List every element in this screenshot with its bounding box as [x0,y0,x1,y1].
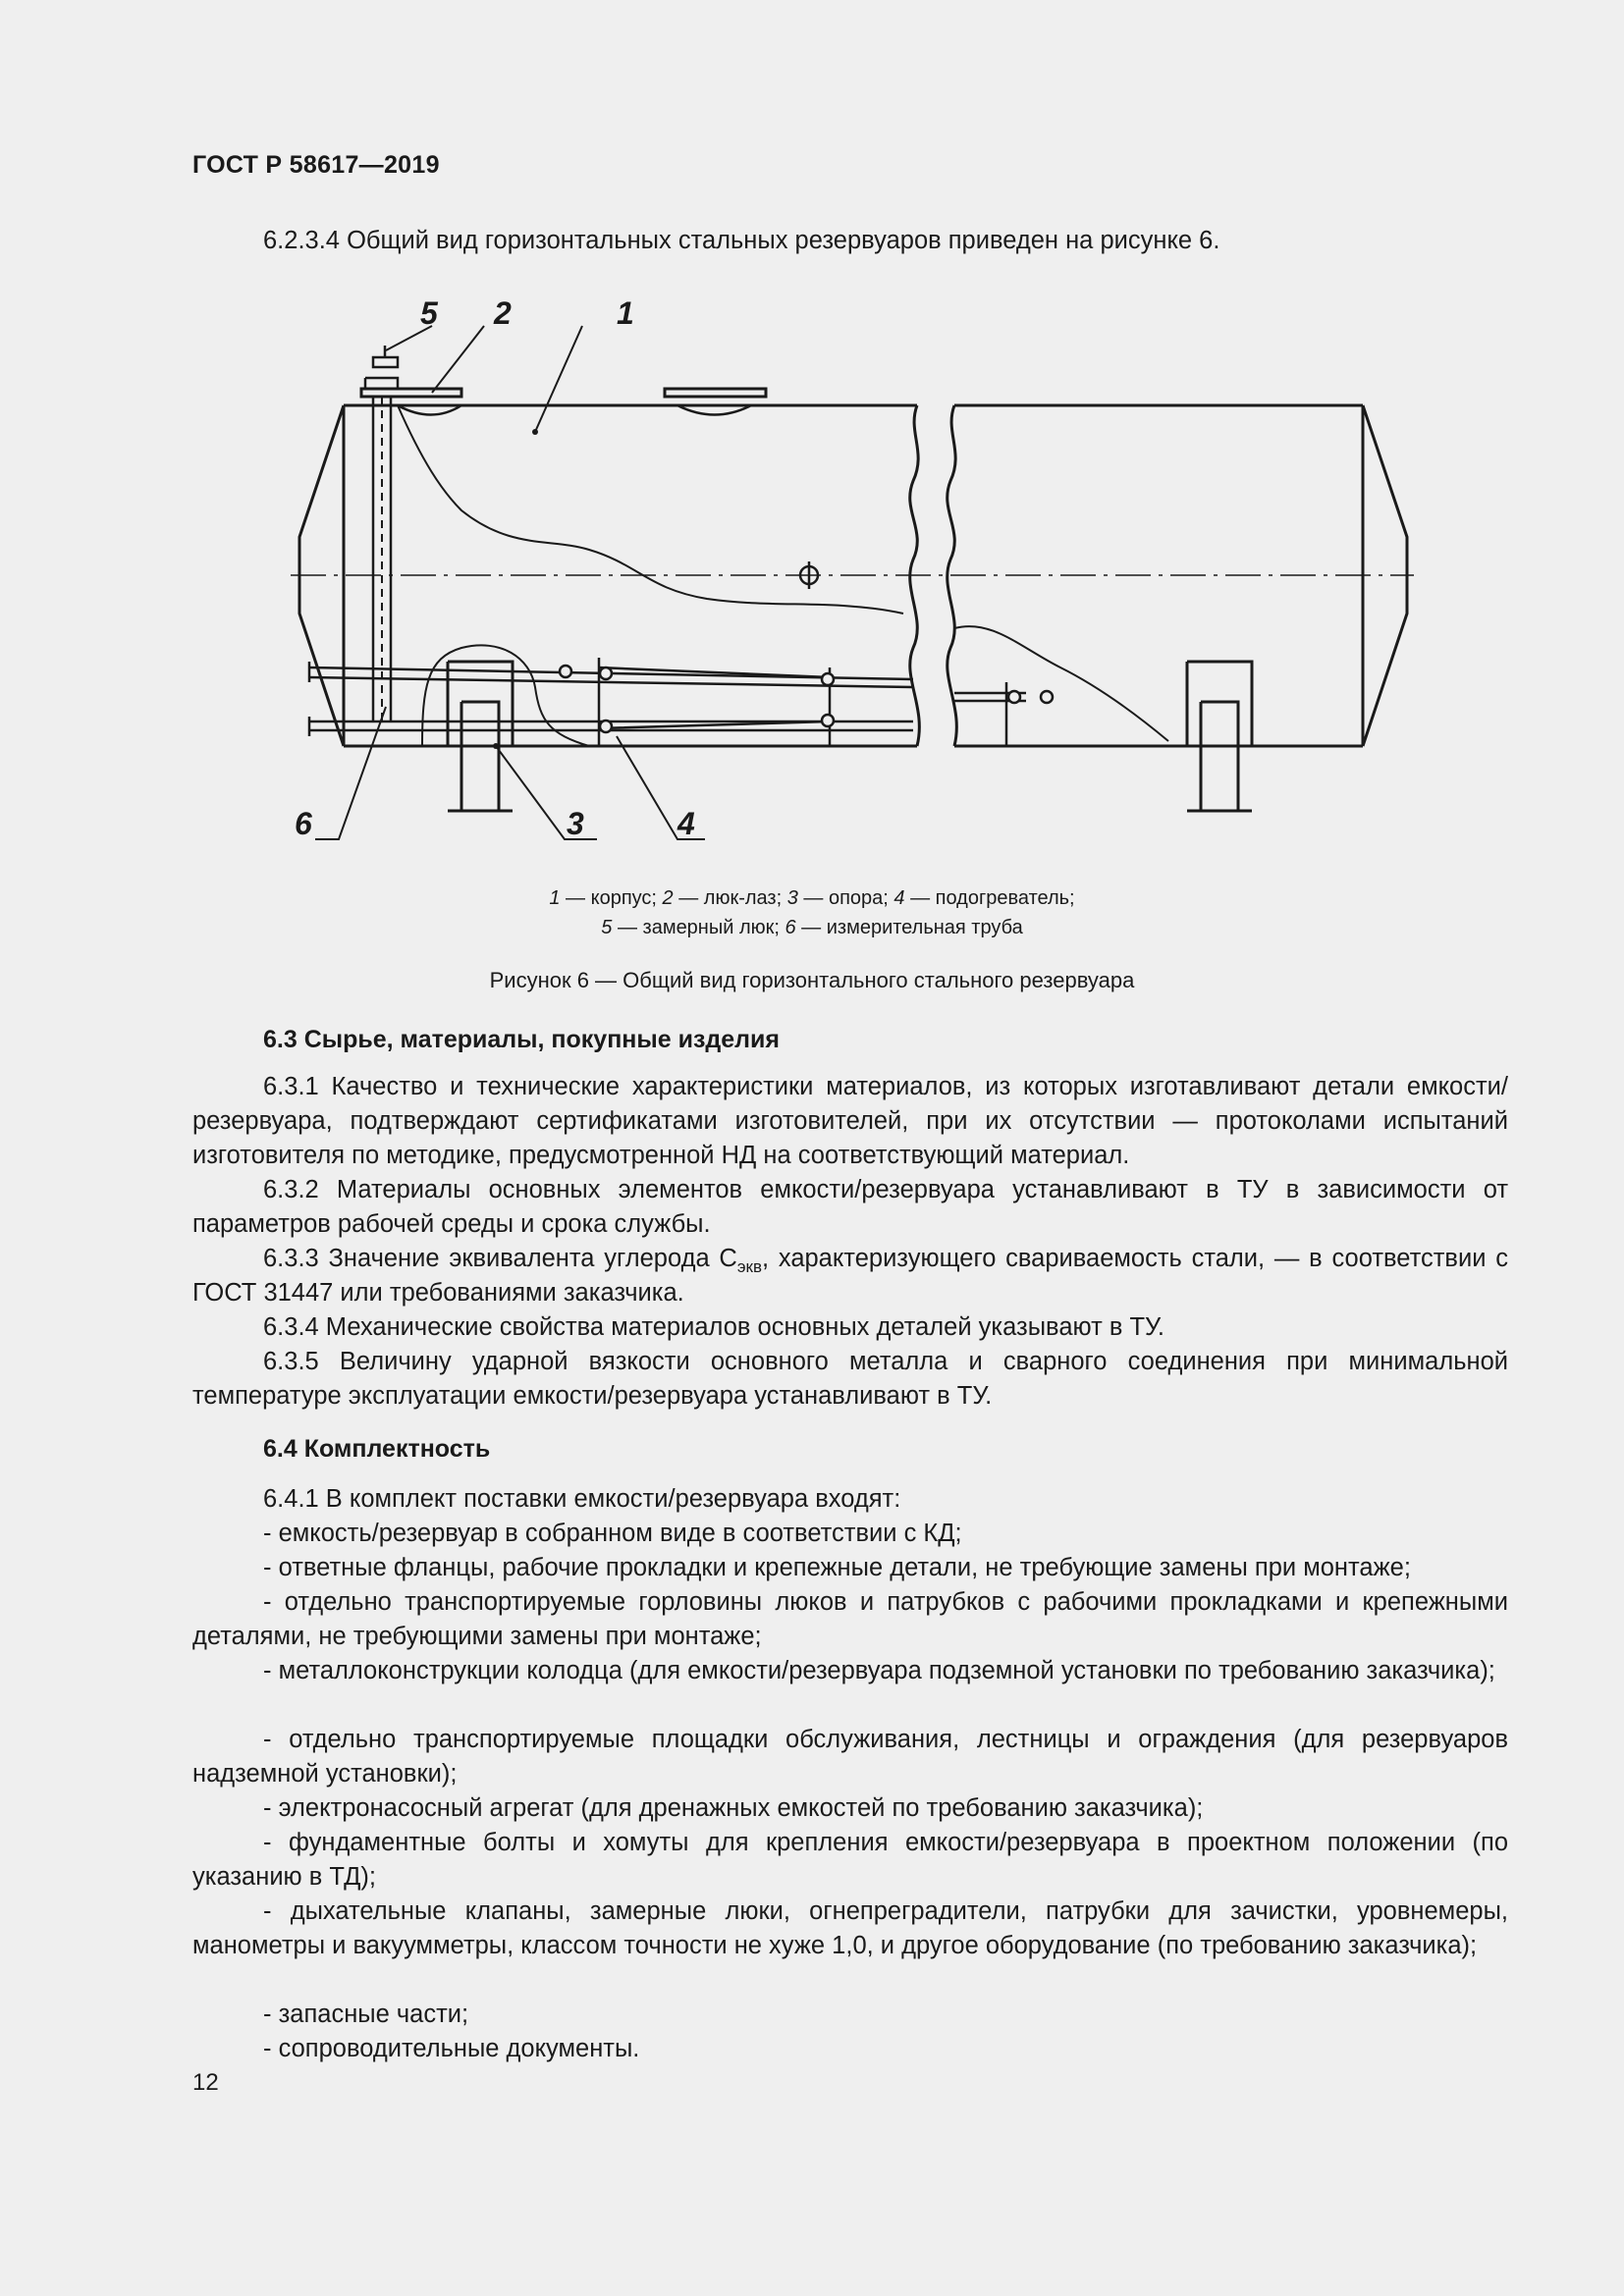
figure-caption: Рисунок 6 — Общий вид горизонтального стального резервуара [489,968,1135,992]
list-item: - электронасосный агрегат (для дренажных емкостей по требованию заказчика); [263,1794,1204,1822]
paragraph-6-3-4: 6.3.4 Механические свойства материалов основных деталей указывают в ТУ. [263,1313,1164,1341]
list-item: - ответные фланцы, рабочие прокладки и крепежные детали, не требующие замены при монтаже; [263,1554,1411,1581]
paragraph-6-3-2: 6.3.2 Материалы основных элементов емкости/резервуара устанавливают в ТУ в зависимости от параметров рабочей среды и срока службы. [192,1176,1508,1238]
document-header: ГОСТ Р 58617—2019 [192,151,440,179]
cutaway-curve-left [398,405,903,614]
list-item: - дыхательные клапаны, замерные люки, огнепреградители, патрубки для зачистки, уровнемеры, манометры и вакуумметры, классом точности не хуже 1,0, и другое оборудование (по требованию заказчика); [192,1897,1508,1959]
list-item: - металлоконструкции колодца (для емкости/резервуара подземной установки по требованию заказчика); [263,1657,1495,1684]
callout-5: 5 [420,295,438,331]
callout-2: 2 [494,295,512,331]
cutaway-curve-right [954,626,1168,741]
support-left [448,662,513,811]
support-right [1187,662,1252,811]
paragraph-6-3-3: 6.3.3 Значение эквивалента углерода $С_{экв}$, характеризующего свариваемость стали, — в соответствии с ГОСТ 31447 или требованиями заказчика. [192,1245,1508,1307]
figure-legend [0,883,1624,942]
list-item: - фундаментные болты и хомуты для крепления емкости/резервуара в проектном положении (по указанию в ТД); [192,1829,1508,1891]
paragraph-6-3-1: 6.3.1 Качество и технические характеристики материалов, из которых изготавливают детали емкости/резервуара, подтверждают сертификатами изготовителей, при их отсутствии — протоколами испытаний изготовителя по методике, предусмотренной НД на соответствующий материал. [192,1073,1508,1169]
callout-4: 4 [677,806,695,841]
list-item: - сопроводительные документы. [263,2035,640,2062]
manhole-center [665,389,766,397]
list-item: - отдельно транспортируемые горловины люков и патрубков с рабочими прокладками и крепежными деталями, не требующими замены при монтаже; [192,1588,1508,1650]
list-item: - емкость/резервуар в собранном виде в соответствии с КД; [263,1520,962,1547]
page-number: 12 [192,2069,219,2096]
paragraph-6-4-1: 6.4.1 В комплект поставки емкости/резервуара входят: [263,1485,901,1513]
list-item: - запасные части; [263,2001,469,2028]
section-6-4-heading: 6.4 Комплектность [263,1435,491,1463]
gauge-hatch [365,346,398,389]
callout-1: 1 [617,295,634,331]
legend-line-1: 1 — корпус; 2 — люк-лаз; 3 — опора; 4 — подогреватель; [549,887,1075,909]
section-6-3-heading: 6.3 Сырье, материалы, покупные изделия [263,1026,781,1053]
callout-3: 3 [567,806,584,841]
manhole-left [361,389,461,397]
paragraph-6-3-5: 6.3.5 Величину ударной вязкости основного металла и сварного соединения при минимальной температуре эксплуатации емкости/резервуара устанавливают в ТУ. [192,1348,1508,1410]
tank-drawing [0,0,1624,883]
callout-6: 6 [295,806,312,841]
figure-intro-paragraph: 6.2.3.4 Общий вид горизонтальных стальных резервуаров приведен на рисунке 6. [263,227,1220,254]
legend-line-2: 5 — замерный люк; 6 — измерительная труба [601,917,1023,938]
list-item: - отдельно транспортируемые площадки обслуживания, лестницы и ограждения (для резервуаров надземной установки); [192,1726,1508,1788]
